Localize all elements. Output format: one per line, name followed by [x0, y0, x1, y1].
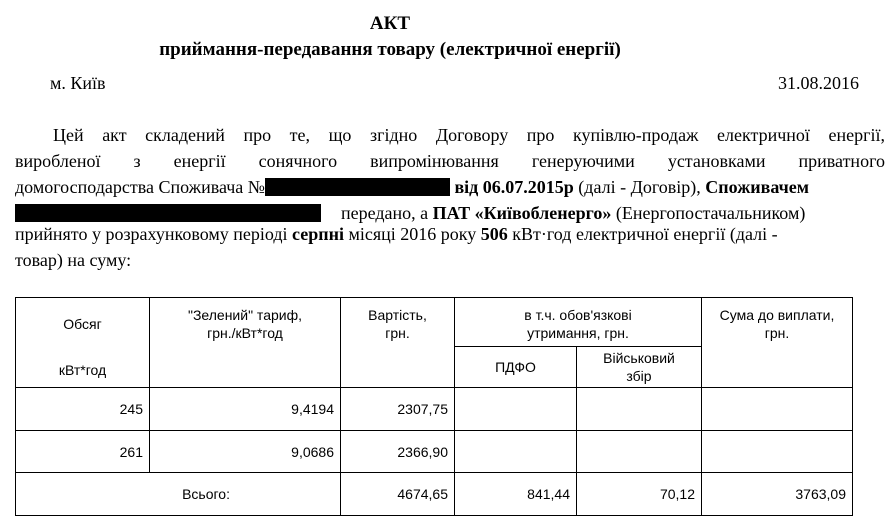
cell-tariff: 9,0686	[150, 431, 341, 473]
total-row	[16, 473, 853, 516]
paragraph-line-3: домогосподарства Споживача № від 06.07.2015р (далі - Договір), Споживачем	[15, 177, 810, 197]
total-pdfo: 841,44	[455, 473, 577, 516]
cell-volume: 245	[16, 388, 150, 431]
header-payable: Сума до виплати, грн.	[702, 298, 853, 388]
cell-pdfo	[455, 388, 577, 431]
paragraph-line-6: товар) на суму:	[15, 250, 132, 270]
table-row	[16, 431, 853, 473]
redaction-bar	[265, 178, 450, 196]
paragraph-line-4: передано, а ПАТ «Київобленерго» (Енергопостачальником)	[15, 200, 885, 226]
cell-pdfo	[455, 431, 577, 473]
payment-table	[15, 297, 853, 516]
cell-cost: 2366,90	[341, 431, 455, 473]
cell-military	[577, 388, 702, 431]
header-withholding: в т.ч. обов'язкові утримання, грн.	[455, 298, 702, 347]
total-label: Всього:	[16, 473, 341, 516]
header-tariff: "Зелений" тариф, грн./кВт*год	[150, 298, 341, 388]
cell-payable	[702, 388, 853, 431]
table-row	[16, 388, 853, 431]
header-military: Військовий збір	[577, 347, 702, 388]
cell-cost: 2307,75	[341, 388, 455, 431]
total-military: 70,12	[577, 473, 702, 516]
cell-military	[577, 431, 702, 473]
total-cost: 4674,65	[341, 473, 455, 516]
paragraph-line-1: Цей акт складений про те, що згідно Договору про купівлю-продаж електричної енергії,	[53, 125, 885, 145]
total-payable: 3763,09	[702, 473, 853, 516]
header-pdfo: ПДФО	[455, 347, 577, 388]
cell-payable	[702, 431, 853, 473]
header-volume: Обсяг кВт*год	[16, 298, 150, 388]
document-subtitle: приймання-передавання товару (електричної енергії)	[159, 39, 621, 60]
document-title: АКТ	[369, 13, 411, 34]
document-date: 31.08.2016	[778, 73, 859, 93]
cell-tariff: 9,4194	[150, 388, 341, 431]
header-cost: Вартість, грн.	[341, 298, 455, 388]
paragraph-line-2: виробленої з енергії сонячного випромінювання генеруючими установками приватного	[15, 151, 885, 171]
place: м. Київ	[50, 73, 106, 93]
paragraph-line-5: прийнято у розрахунковому періоді серпні місяці 2016 року 506 кВт·год електричної енергії (далі -	[15, 224, 778, 244]
cell-volume: 261	[16, 431, 150, 473]
redaction-bar	[15, 204, 321, 222]
